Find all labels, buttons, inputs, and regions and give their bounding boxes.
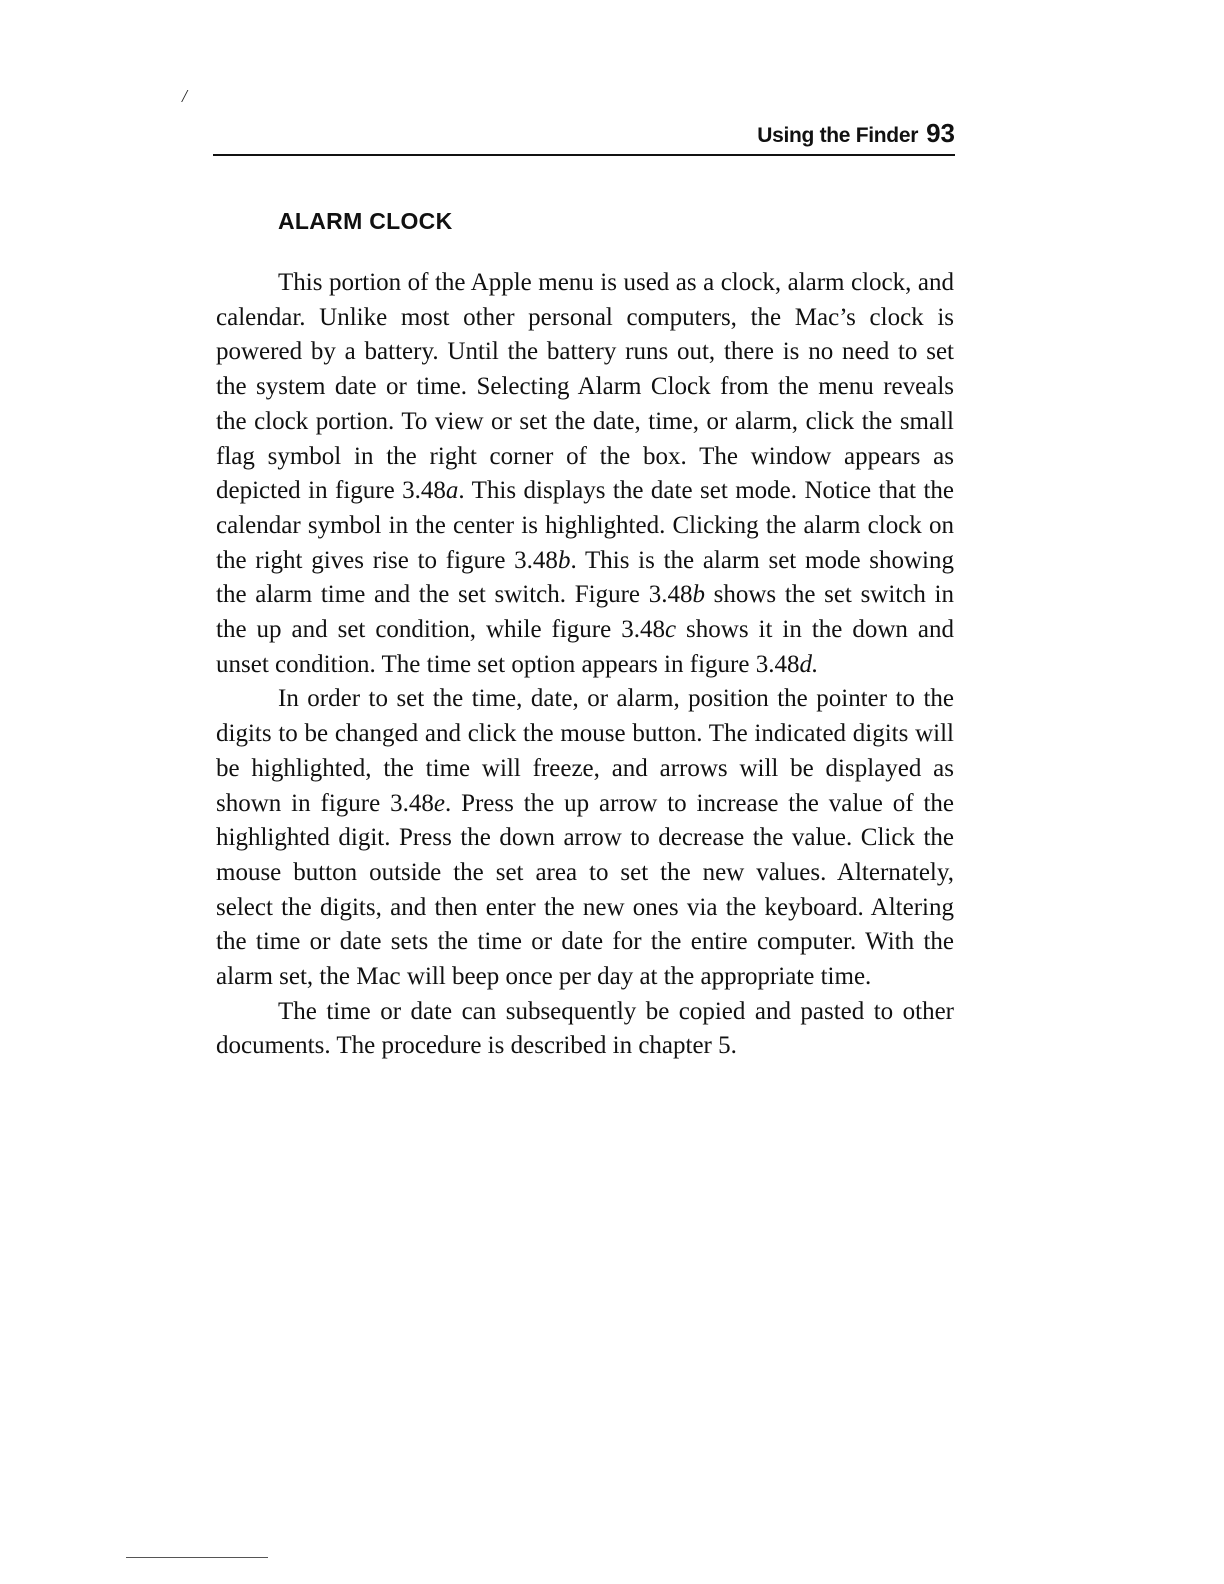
page-number: 93 [926,118,955,148]
p3-text: The time or date can subsequently be copied and pasted to other documents. The procedure is described in chapter 5. [216,997,954,1060]
figure-ref-b: b [692,581,705,609]
footnote-rule [126,1557,268,1558]
paragraph-2 [216,682,954,994]
p2-text-1: In order to set the time, date, or alarm, position the pointer to the digits to be changed and click the mouse button. The indicated digits will be highlighted, the time will freeze, and arrows will be displayed as shown in figure 3.48 [216,685,954,817]
p1-text-4: shows the set switch in the up and set condition, while figure 3.48 [216,581,954,644]
figure-ref-d: d. [799,650,819,678]
paragraph-3 [216,995,954,1064]
header-title: Using the Finder [757,124,919,147]
figure-ref-c: c [664,616,677,644]
figure-ref-a: a [445,477,459,505]
running-header [213,118,955,156]
p1-text-1: This portion of the Apple menu is used as a clock, alarm clock, and calendar. Unlike most other personal computers, the Mac’s clock is powered by a battery. Until the battery runs out, there is no need to set the system date or time. Selecting Alarm Clock from the menu reveals the clock portion. To view or set the date, time, or alarm, click the small flag symbol in the right corner of the box. The window appears as depicted in figure 3.48 [216,269,954,505]
figure-ref-e: e [433,789,445,817]
p2-text-2: . Press the up arrow to increase the value of the highlighted digit. Press the down arrow to decrease the value. Click the mouse button outside the set area to set the new values. Alternately, select the digits, and then enter the new ones via the keyboard. Altering the time or date sets the time or date for the entire computer. With the alarm set, the Mac will beep once per day at the appropriate time. [216,789,955,991]
p1-text-2: . This displays the date set mode. Notice that the calendar symbol in the center is highlighted. Clicking the alarm clock on the right gives rise to figure 3.48 [216,477,954,574]
figure-ref-b: b [557,546,571,574]
p1-text-5: shows it in the down and unset condition. The time set option appears in figure 3.48 [216,616,954,678]
p1-text-3: . This is the alarm set mode showing the alarm time and the set switch. Figure 3.48 [216,546,954,609]
body-text [216,266,954,1064]
stray-mark: / [182,86,188,106]
section-heading: ALARM CLOCK [278,208,453,234]
paragraph-1 [216,266,954,682]
